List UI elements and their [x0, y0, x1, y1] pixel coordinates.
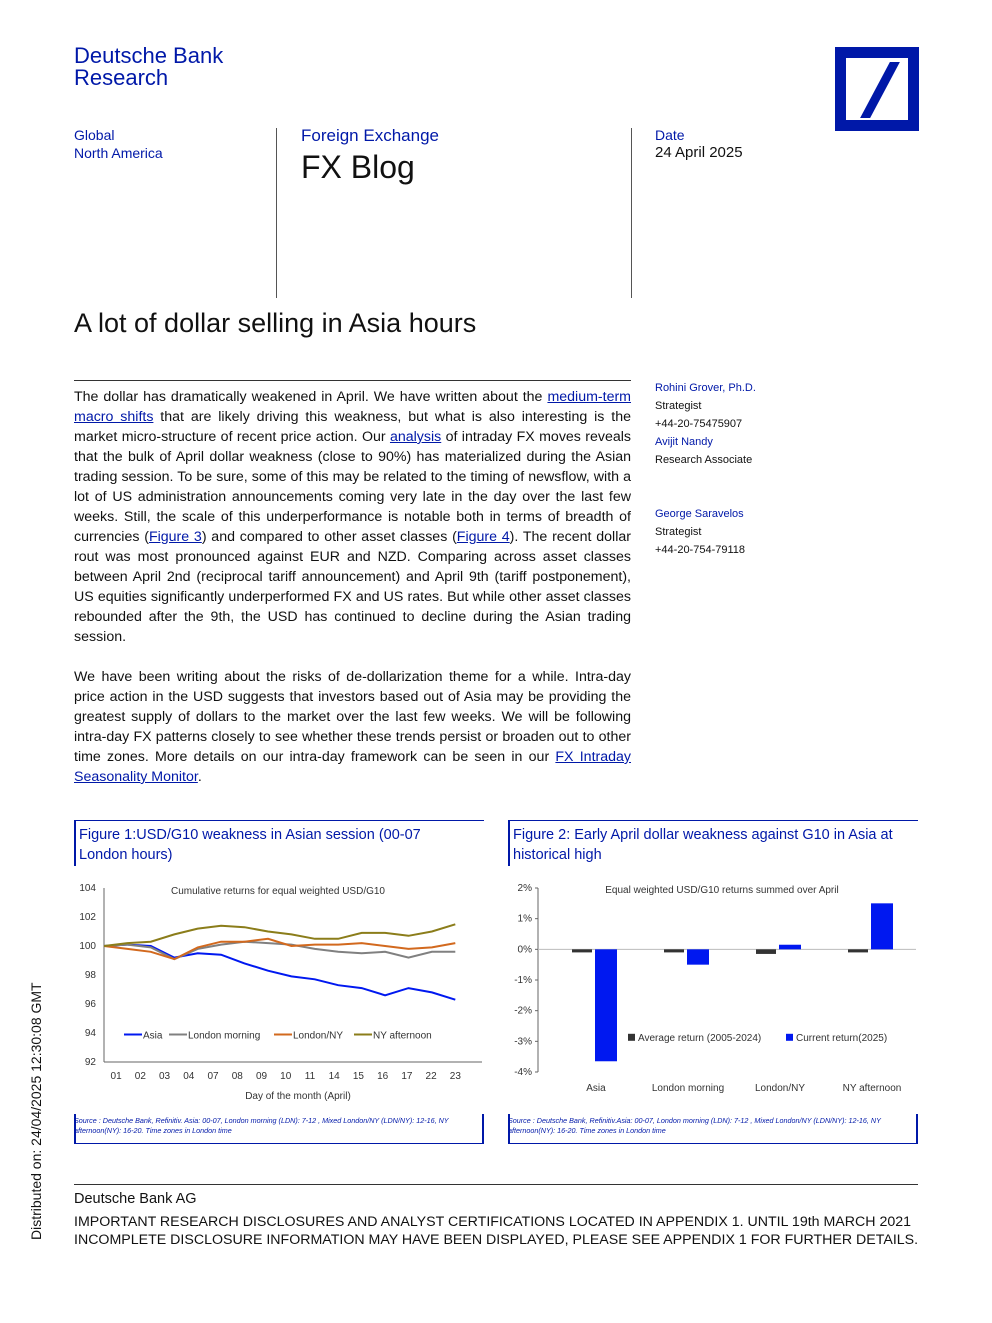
bar-average-london-morning: [664, 949, 684, 952]
region-block: [74, 126, 163, 162]
y-tick-label: -4%: [514, 1067, 532, 1078]
x-tick-label: 23: [449, 1071, 461, 1082]
bar-current-asia: [595, 949, 617, 1061]
footer-rule: [74, 1184, 918, 1185]
bar-current-ny-afternoon: [871, 903, 893, 949]
author-role: Research Associate: [655, 454, 753, 466]
bar-current-london-morning: [687, 949, 709, 964]
x-tick-label: 17: [401, 1071, 413, 1082]
brand-line-1: Deutsche Bank: [74, 43, 224, 68]
link-fx-intraday-seasonality-monitor[interactable]: FX Intraday Seasonality Monitor: [74, 749, 631, 785]
x-tick-label: London morning: [651, 1083, 725, 1094]
legend-label: London/NY: [293, 1030, 344, 1042]
legend-label: NY afternoon: [373, 1030, 432, 1042]
link-analysis[interactable]: analysis: [389, 429, 442, 445]
product-block: [301, 125, 439, 187]
bar-current-london-ny: [779, 945, 801, 950]
date-block: [655, 126, 743, 162]
x-tick-label: 10: [280, 1071, 292, 1082]
authors-block: [655, 379, 855, 559]
figure-2-title: Figure 2: Early April dollar weakness against G10 in Asia at historical high: [513, 827, 893, 863]
y-tick-label: 94: [84, 1028, 96, 1039]
x-tick-label: 01: [110, 1071, 122, 1082]
legend-label: Current return(2025): [796, 1032, 888, 1044]
author-name[interactable]: Avijit Nandy: [655, 436, 713, 448]
author-name[interactable]: George Saravelos: [655, 508, 744, 520]
chart-title: Equal weighted USD/G10 returns summed over April: [605, 885, 839, 896]
figure-1: [74, 820, 484, 1144]
page-title: A lot of dollar selling in Asia hours: [74, 308, 477, 338]
article-body: [74, 387, 631, 807]
y-tick-label: 0%: [517, 944, 532, 956]
date-label: Date: [655, 127, 685, 143]
y-tick-label: 104: [79, 883, 96, 894]
footer-disclosure: IMPORTANT RESEARCH DISCLOSURES AND ANALYST CERTIFICATIONS LOCATED IN APPENDIX 1. UNTIL 19th MARCH 2021 INCOMPLETE DISCLOSURE INFORMATION MAY HAVE BEEN DISPLAYED, PLEASE SEE APPENDIX 1 FOR FURTHER DETAILS.: [74, 1214, 919, 1248]
figure-2-chart: [508, 872, 918, 1118]
y-tick-label: 92: [84, 1057, 96, 1068]
x-tick-label: 07: [207, 1071, 219, 1082]
author-role: Strategist: [655, 526, 702, 538]
date-value: 24 April 2025: [655, 144, 743, 161]
figure-1-source: Source : Deutsche Bank, Refinitiv. Asia: 00-07, London morning (LDN): 7-12 , Mixed London/NY (LDN/NY): 12-16, NY afternoon(NY): 16-20. Time zones in London time: [74, 1116, 449, 1135]
y-tick-label: 100: [79, 941, 96, 952]
figure-2: [508, 820, 918, 1144]
y-tick-label: -1%: [514, 975, 532, 986]
x-tick-label: 22: [425, 1071, 437, 1082]
distribution-stamp: Distributed on: 24/04/2025 12:30:08 GMT: [28, 982, 44, 1240]
region-north-america: North America: [74, 145, 163, 161]
brand-name: [74, 45, 223, 89]
x-tick-label: 04: [183, 1071, 195, 1082]
y-tick-label: 1%: [517, 913, 532, 925]
legend-label: Asia: [143, 1030, 163, 1042]
y-tick-label: 96: [84, 999, 96, 1010]
header-divider-right: [631, 128, 632, 298]
chart-title: Cumulative returns for equal weighted USD/G10: [171, 886, 385, 897]
bar-average-ny-afternoon: [848, 949, 868, 952]
paragraph-1: The dollar has dramatically weakened in April. We have written about the medium-term macro shifts that are likely driving this weakness, but what is also interesting is the market micro-structure of recent price action. Our analysis of intraday FX moves reveals that the bulk of April dollar weakness (close to 90%) has materialized during the Asian trading session. To be sure, some of this may be related to the timing of newsflow, with a lot of US administration announcements coming very late in the day over the last few weeks. Still, the scale of this underperformance is notable both in terms of breadth of currencies (Figure 3) and compared to other asset classes (Figure 4). The recent dollar rout was most pronounced against EUR and NZD. Comparing across asset classes between April 2nd (reciprocal tariff announcement) and April 9th (tariff postponement), US equities significantly underperformed FX and US rates. But while other asset classes rebounded after the 9th, the USD has continued to decline during the Asian trading session.: [74, 389, 632, 645]
x-tick-label: 16: [377, 1071, 389, 1082]
legend-label: Average return (2005-2024): [638, 1032, 762, 1044]
bar-average-london-ny: [756, 949, 776, 954]
y-tick-label: 2%: [517, 883, 532, 894]
x-tick-label: 03: [159, 1071, 171, 1082]
y-tick-label: -2%: [514, 1005, 532, 1017]
x-tick-label: 09: [255, 1071, 268, 1082]
x-tick-label: Asia: [586, 1083, 606, 1094]
author-2: [655, 433, 855, 505]
series-line-london-morning: [104, 942, 455, 959]
x-tick-label: 11: [304, 1071, 316, 1082]
legend-swatch: [786, 1034, 793, 1041]
brand-line-2: Research: [74, 65, 169, 90]
link-figure-4[interactable]: Figure 4: [456, 529, 510, 545]
x-tick-label: 14: [328, 1071, 340, 1082]
author-3: [655, 505, 855, 559]
x-axis-label: Day of the month (April): [245, 1091, 351, 1102]
region-global: Global: [74, 127, 115, 143]
deutsche-bank-logo: [835, 47, 919, 131]
link-figure-3[interactable]: Figure 3: [148, 529, 202, 545]
paragraph-2: We have been writing about the risks of de-dollarization theme for a while. Intra-day price action in the USD suggests that investors based out of Asia may be providing the greatest supply of dollars to the market over the last few weeks. We will be following intra-day FX patterns closely to see whether these trends persist or broaden out to other time zones. More details on our intra-day framework can be seen in our FX Intraday Seasonality Monitor.: [74, 669, 631, 785]
y-tick-label: -3%: [514, 1036, 532, 1048]
y-tick-label: 102: [79, 912, 96, 923]
product-title: FX Blog: [301, 149, 415, 185]
x-tick-label: 08: [231, 1071, 243, 1082]
category-label: Foreign Exchange: [301, 126, 439, 145]
x-tick-label: London/NY: [754, 1083, 806, 1094]
author-phone: +44-20-75475907: [655, 418, 743, 430]
figure-2-source: Source : Deutsche Bank, Refinitiv.Asia: 00-07, London morning (LDN): 7-12 , Mixed London/NY (LDN/NY): 12-16, NY afternoon(NY): 16-20. Time zones in London time: [508, 1116, 881, 1135]
legend-swatch: [628, 1034, 635, 1041]
y-tick-label: 98: [84, 970, 96, 981]
x-tick-label: 02: [134, 1071, 146, 1082]
figure-1-chart: [74, 872, 484, 1118]
title-rule: [74, 380, 631, 381]
figure-1-title: Figure 1:USD/G10 weakness in Asian session (00-07 London hours): [79, 827, 421, 863]
author-phone: +44-20-754-79118: [655, 544, 746, 556]
author-1: [655, 379, 855, 433]
bar-average-asia: [572, 949, 592, 952]
header-divider-left: [276, 128, 277, 298]
x-tick-label: NY afternoon: [842, 1083, 902, 1094]
link-medium-term-macro-shifts[interactable]: medium-term macro shifts: [74, 389, 631, 425]
x-tick-label: 15: [352, 1071, 364, 1082]
footer-company: Deutsche Bank AG: [74, 1191, 197, 1207]
author-role: Strategist: [655, 400, 702, 412]
author-name[interactable]: Rohini Grover, Ph.D.: [655, 382, 756, 394]
legend-label: London morning: [188, 1030, 261, 1042]
